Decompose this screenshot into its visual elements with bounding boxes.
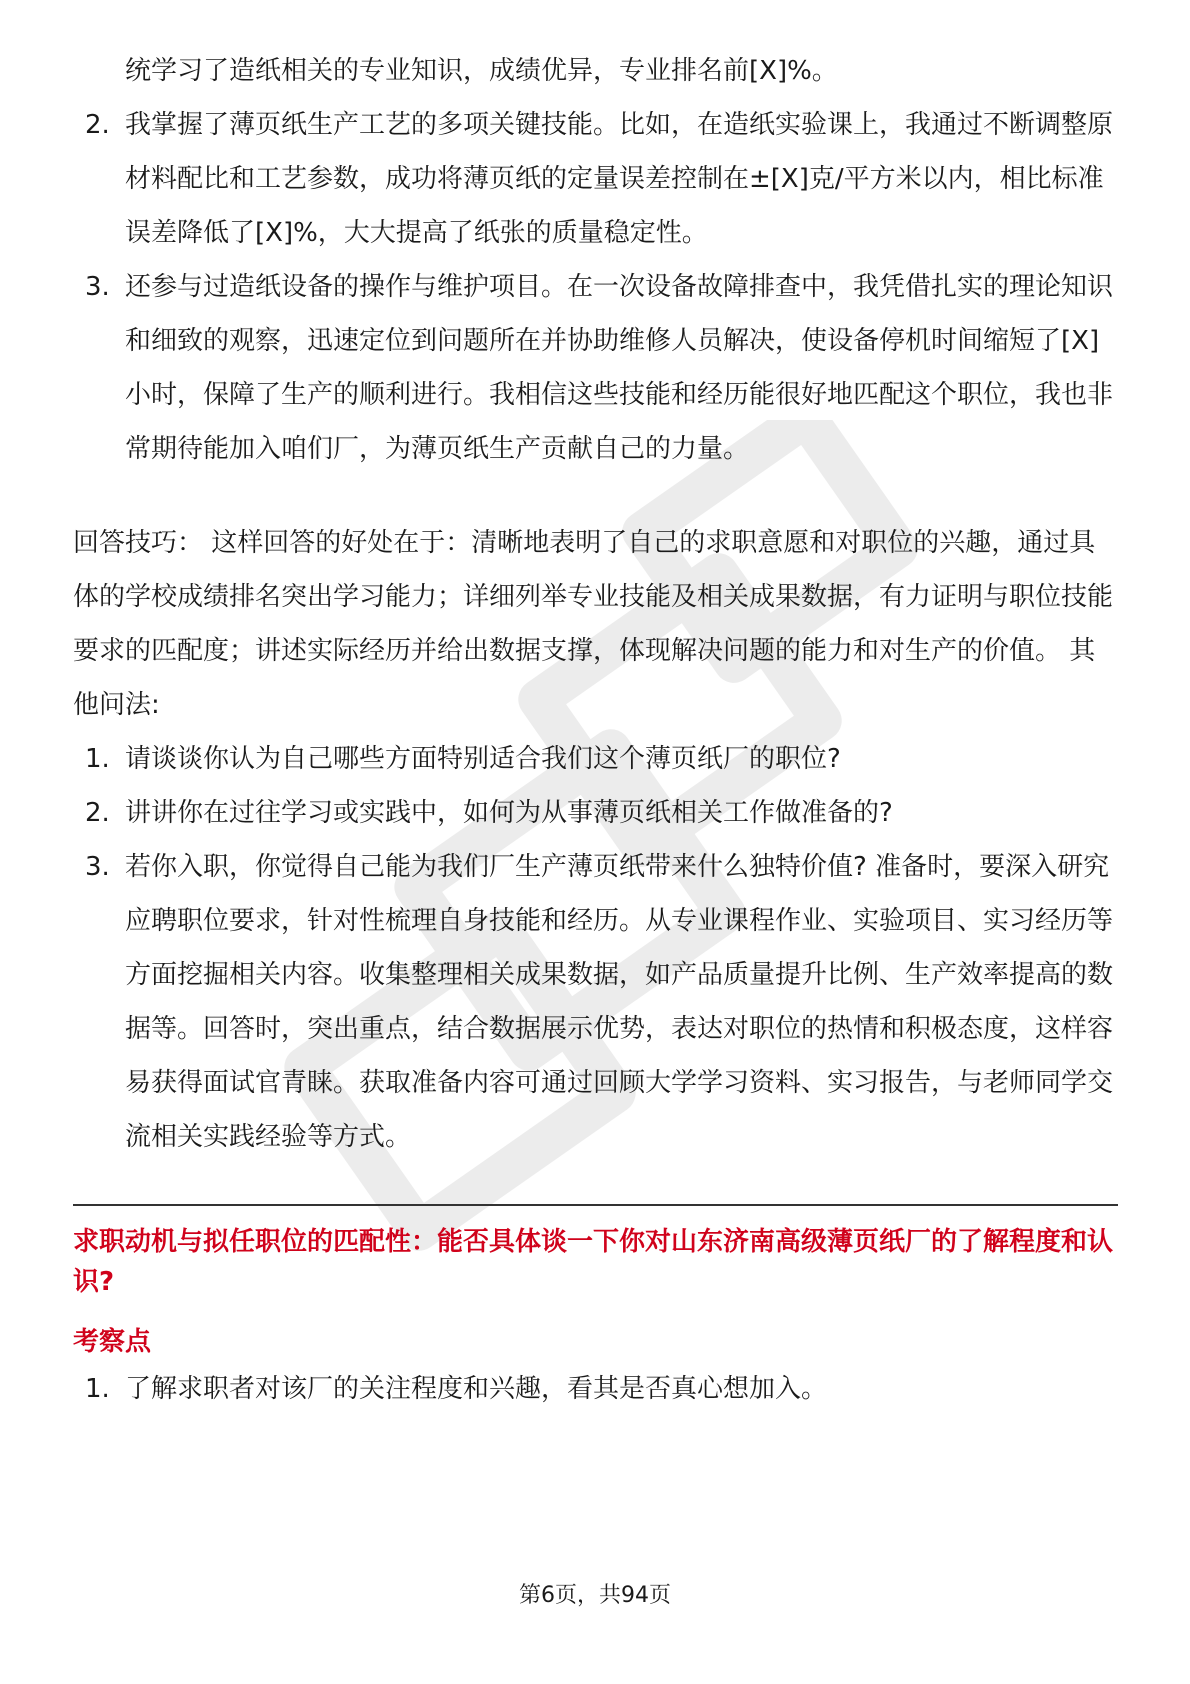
- list-number: 3.: [85, 272, 110, 302]
- document-body: [73, 44, 1118, 1416]
- list-item: [73, 260, 1118, 476]
- answer-tips-paragraph: 回答技巧： 这样回答的好处在于：清晰地表明了自己的求职意愿和对职位的兴趣，通过具体的学校成绩排名突出学习能力；详细列举专业技能及相关成果数据，有力证明与职位技能要求的匹配度；讲述实际经历并给出数据支撑，体现解决问题的能力和对生产的价值。 其他问法:: [73, 528, 1114, 720]
- list-item-text: 我掌握了薄页纸生产工艺的多项关键技能。比如，在造纸实验课上，我通过不断调整原材料配比和工艺参数，成功将薄页纸的定量误差控制在±[X]克/平方米以内，相比标准误差降低了[X]%，大大提高了纸张的质量稳定性。: [125, 110, 1114, 248]
- list-item: [73, 840, 1118, 1164]
- list-item-text: 讲讲你在过往学习或实践中，如何为从事薄页纸相关工作做准备的?: [125, 798, 893, 828]
- list-item-text: 还参与过造纸设备的操作与维护项目。在一次设备故障排查中，我凭借扎实的理论知识和细致的观察，迅速定位到问题所在并协助维修人员解决，使设备停机时间缩短了[X]小时，保障了生产的顺利进行。我相信这些技能和经历能很好地匹配这个职位，我也非常期待能加入咱们厂，为薄页纸生产贡献自己的力量。: [125, 272, 1114, 464]
- list-item: [73, 1362, 1118, 1416]
- section-divider: [73, 1204, 1118, 1206]
- answer-list: [73, 98, 1118, 476]
- list-item-text: 请谈谈你认为自己哪些方面特别适合我们这个薄页纸厂的职位?: [125, 744, 841, 774]
- list-item-text: 了解求职者对该厂的关注程度和兴趣，看其是否真心想加入。: [125, 1374, 828, 1404]
- question-heading: 求职动机与拟任职位的匹配性：能否具体谈一下你对山东济南高级薄页纸厂的了解程度和认识?: [73, 1227, 1114, 1297]
- list-number: 3.: [85, 852, 110, 882]
- continued-text: 统学习了造纸相关的专业知识，成绩优异，专业排名前[X]%。: [125, 56, 838, 86]
- list-number: 1.: [85, 744, 110, 774]
- page-footer: 第6页，共94页: [519, 1583, 671, 1608]
- list-number: 2.: [85, 798, 110, 828]
- list-item: [73, 732, 1118, 786]
- examine-points-heading: 考察点: [73, 1327, 152, 1357]
- list-item: [73, 786, 1118, 840]
- examine-points-list: [73, 1362, 1118, 1416]
- other-questions-list: [73, 732, 1118, 1164]
- list-number: 2.: [85, 110, 110, 140]
- list-item-text: 若你入职，你觉得自己能为我们厂生产薄页纸带来什么独特价值? 准备时，要深入研究应聘职位要求，针对性梳理自身技能和经历。从专业课程作业、实验项目、实习经历等方面挖掘相关内容。收集整理相关成果数据，如产品质量提升比例、生产效率提高的数据等。回答时，突出重点，结合数据展示优势，表达对职位的热情和积极态度，这样容易获得面试官青睐。获取准备内容可通过回顾大学学习资料、实习报告，与老师同学交流相关实践经验等方式。: [125, 852, 1114, 1152]
- list-number: 1.: [85, 1374, 110, 1404]
- list-item: [73, 98, 1118, 260]
